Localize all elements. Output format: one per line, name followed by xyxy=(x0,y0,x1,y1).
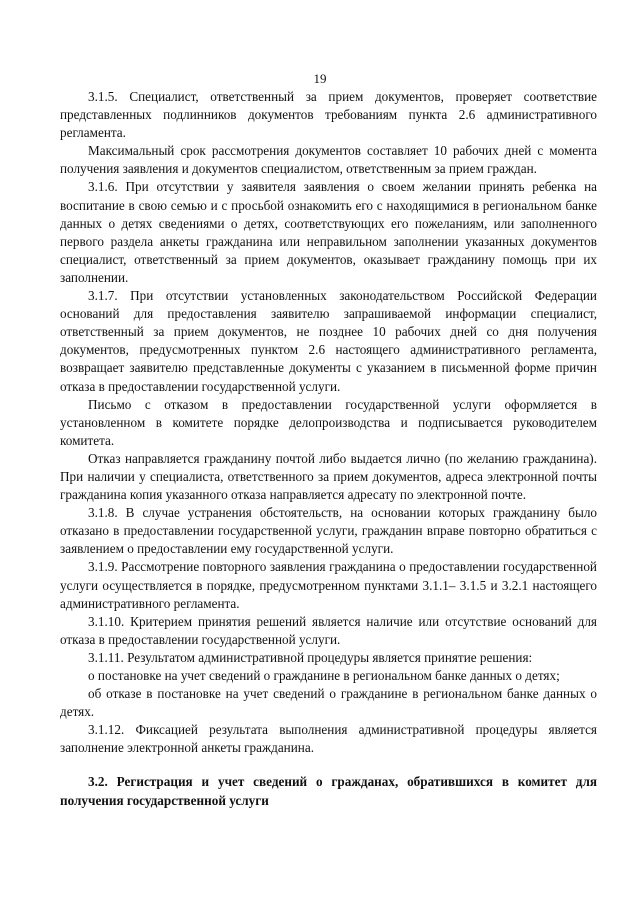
paragraph-refusal-delivery: Отказ направляется гражданину почтой либо выдается лично (по желанию гражданина). При наличии у специалиста, ответственного за прием документов, адреса электронной почты гражданина копия указанного отказа направляется адресату по электронной почте. xyxy=(60,450,597,503)
paragraph-max-review-period: Максимальный срок рассмотрения документов составляет 10 рабочих дней с момента получения заявления и документов специалистом, ответственным за прием граждан. xyxy=(60,143,597,177)
paragraph-decision-registration: о постановке на учет сведений о гражданине в региональном банке данных о детях; xyxy=(88,668,560,683)
paragraph-3-1-8: 3.1.8. В случае устранения обстоятельств, на основании которых гражданину было отказано в предоставлении государственной услуги, гражданин вправе повторно обратиться с заявлением о предоставлении ему государственной услуги. xyxy=(60,505,597,557)
paragraph-3-1-5: 3.1.5. Специалист, ответственный за прием документов, проверяет соответствие представленных подлинников документов требованиям пункта 2.6 административного регламента. xyxy=(60,89,597,141)
paragraph-3-1-12: 3.1.12. Фиксацией результата выполнения административной процедуры является заполнение электронной анкеты гражданина. xyxy=(60,722,597,756)
page-number: 19 xyxy=(313,71,327,86)
document-body xyxy=(60,88,597,810)
paragraph-refusal-letter: Письмо с отказом в предоставлении государственной услуги оформляется в установленном в комитете порядке делопроизводства и подписывается руководителем комитета. xyxy=(60,396,597,448)
paragraph-3-1-9: 3.1.9. Рассмотрение повторного заявления гражданина о предоставлении государственной услуги осуществляется в порядке, предусмотренном пунктами 3.1.1– 3.1.5 и 3.2.1 настоящего административного регламента. xyxy=(60,559,597,611)
section-heading-3-2: 3.2. Регистрация и учет сведений о гражданах, обратившихся в комитет для получения государственной услуги xyxy=(60,774,597,808)
paragraph-3-1-10: 3.1.10. Критерием принятия решений является наличие или отсутствие оснований для отказа в предоставлении государственной услуги. xyxy=(60,613,597,647)
paragraph-3-1-11: 3.1.11. Результатом административной процедуры является принятие решения: xyxy=(88,649,533,665)
paragraph-3-1-6: 3.1.6. При отсутствии у заявителя заявления о своем желании принять ребенка на воспитание в свою семью и с просьбой ознакомить его с находящимися в региональном банке данных о детях сведениями о детях, соответствующих его пожеланиям, или заполненного первого раздела анкеты гражданина или неправильном заполнении указанных документов специалист, ответственный за прием документов, оказывает гражданину помощь при их заполнении. xyxy=(60,179,597,285)
paragraph-decision-refusal: об отказе в постановке на учет сведений о гражданине в региональном банке данных о детях. xyxy=(60,686,597,720)
paragraph-3-1-7: 3.1.7. При отсутствии установленных законодательством Российской Федерации оснований для предоставления заявителю запрашиваемой информации специалист, ответственный за прием документов, не позднее 10 рабочих дней со дня получения документов, предусмотренных пунктом 2.6 настоящего административного регламента, возвращает заявителю представленные документы с указанием в письменной форме причин отказа в предоставлении государственной услуги. xyxy=(60,288,597,394)
